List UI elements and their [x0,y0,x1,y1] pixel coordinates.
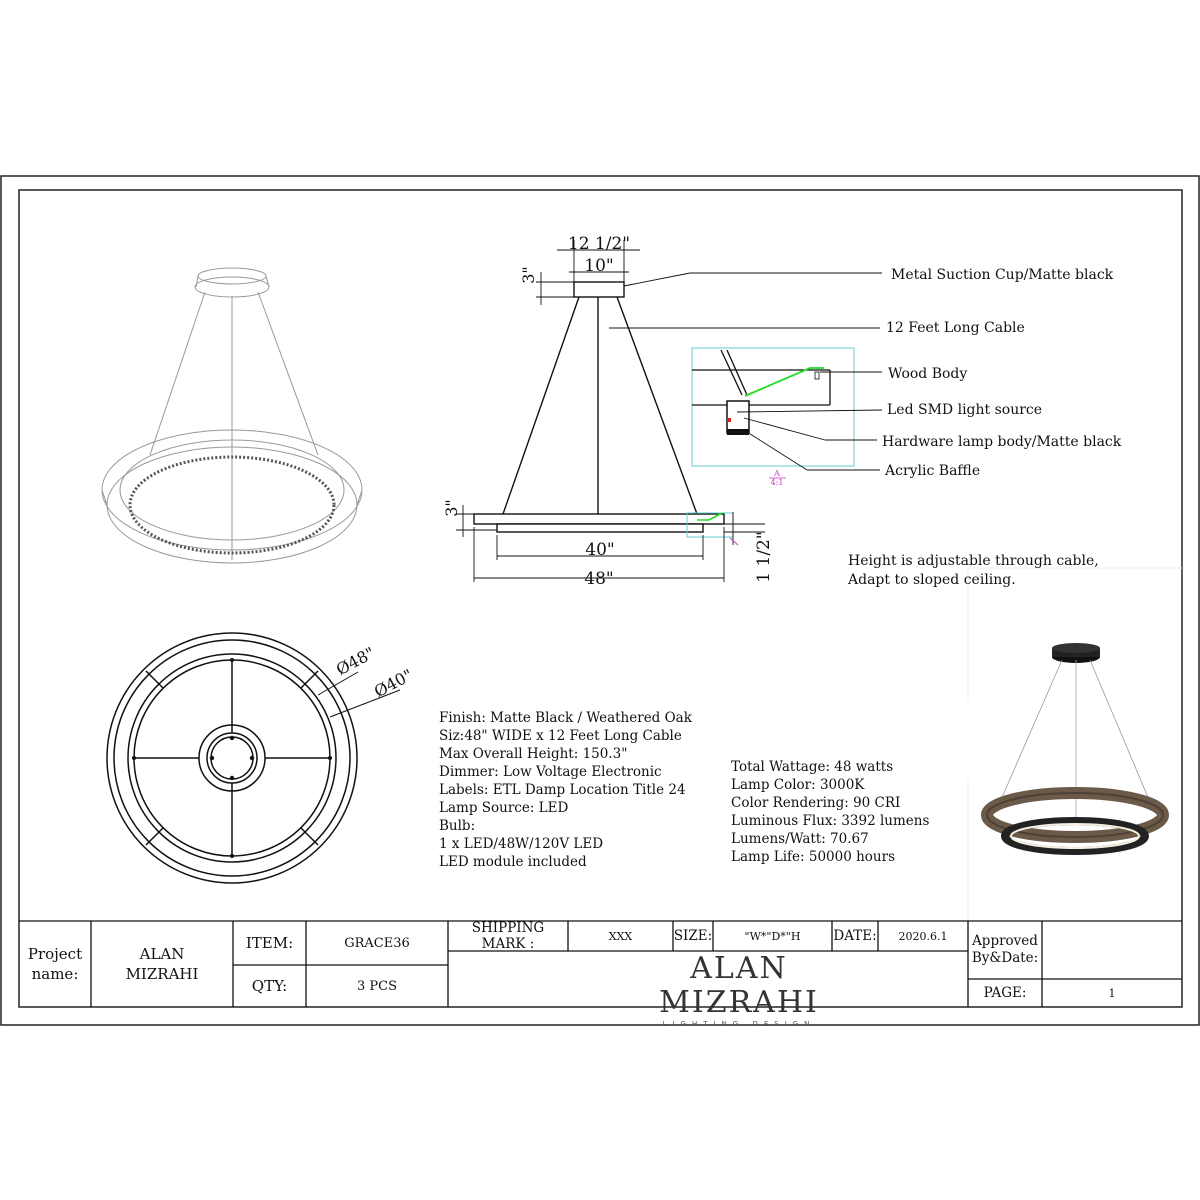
callout-led-source: Led SMD light source [887,402,1043,418]
spec-life: Lamp Life: 50000 hours [731,849,895,865]
dim-ring-height: 3" [442,499,461,517]
suction-cup [574,282,624,297]
logo-brand: ALAN MIZRAHI [659,951,819,1020]
qty-label: QTY: [251,977,288,995]
specs-left [439,709,692,871]
spec-efficacy: Lumens/Watt: 70.67 [731,831,869,847]
dim-ring-depth: 1 1/2" [754,531,774,583]
inner-border [19,190,1182,1007]
company-logo [612,951,866,1028]
section-detail [692,348,854,487]
approved-value [1042,921,1182,979]
plan-dim-inner: Ø40" [370,665,416,702]
spec-finish: Finish: Matte Black / Weathered Oak [439,710,692,726]
project-name-label: Project name: [27,945,83,983]
shipping-mark-label: SHIPPING MARK : [471,920,545,952]
note-line-1: Height is adjustable through cable, [848,553,1099,569]
callout-hardware-body: Hardware lamp body/Matte black [882,434,1122,450]
dim-cup-height: 3" [519,266,538,284]
product-photo [968,568,1182,920]
callout-suction-cup: Metal Suction Cup/Matte black [891,267,1114,283]
spec-color: Lamp Color: 3000K [731,777,865,793]
spec-size: Siz:48" WIDE x 12 Feet Long Cable [439,728,682,744]
spec-cri: Color Rendering: 90 CRI [731,795,901,811]
shipping-mark-value: XXX [608,929,633,943]
adjustable-height-note [848,552,1099,590]
page-label: PAGE: [983,985,1027,1001]
spec-source: Lamp Source: LED [439,800,569,816]
spec-dimmer: Dimmer: Low Voltage Electronic [439,764,662,780]
callout-labels [882,267,1122,479]
callout-acrylic: Acrylic Baffle [885,463,981,479]
elevation-view [474,282,733,537]
outer-border [1,176,1199,1025]
callout-wood-body: Wood Body [888,366,968,382]
spec-bulb-detail: 1 x LED/48W/120V LED [439,836,604,852]
spec-wattage: Total Wattage: 48 watts [731,759,894,775]
project-name-value: ALAN MIZRAHI [125,945,199,983]
date-label: DATE: [833,928,877,944]
perspective-view [102,268,362,563]
spec-bulb: Bulb: [439,818,476,834]
spec-labels: Labels: ETL Damp Location Title 24 [439,782,686,798]
spec-height: Max Overall Height: 150.3" [439,746,628,762]
inner-ring-profile [497,524,703,532]
size-value: "W*"D*"H [744,929,801,943]
item-label: ITEM: [245,934,294,952]
callout-leaders [609,273,882,470]
detail-scale: 4:1 [770,478,784,487]
logo-tagline: LIGHTING DESIGN [662,1020,816,1028]
dim-outer-diameter: 48" [584,569,614,589]
qty-value: 3 PCS [356,978,397,994]
plan-dim-outer: Ø48" [332,643,378,680]
size-label: SIZE: [673,928,713,944]
specs-right [731,758,929,866]
note-line-2: Adapt to sloped ceiling. [848,572,1016,588]
spec-flux: Luminous Flux: 3392 lumens [731,813,930,829]
dim-inner-diameter: 40" [585,540,615,560]
date-value: 2020.6.1 [898,929,948,943]
dim-cup-inner: 10" [584,256,614,276]
detail-marker: A [774,469,780,478]
dim-cup-outer: 12 1/2" [567,234,631,254]
callout-cable: 12 Feet Long Cable [886,320,1025,336]
approved-label: Approved By&Date: [971,933,1039,966]
page-value: 1 [1108,986,1116,1000]
item-value: GRACE36 [344,935,410,951]
spec-module: LED module included [439,854,587,870]
